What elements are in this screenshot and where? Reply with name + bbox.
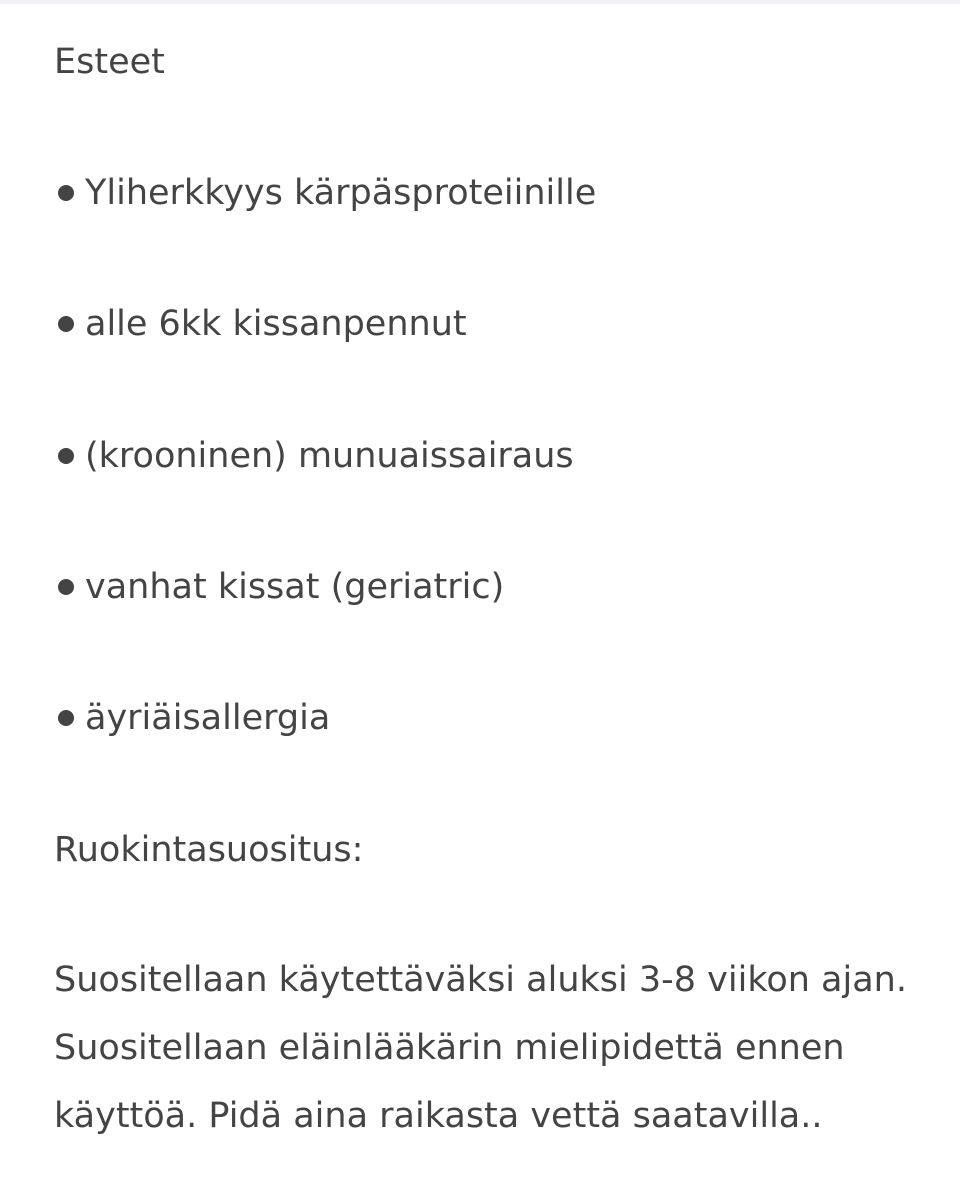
feeding-heading: Ruokintasuositus: — [54, 830, 364, 870]
list-item — [58, 563, 504, 611]
list-item — [58, 300, 467, 348]
bullet-icon — [58, 316, 74, 332]
bullet-icon — [58, 710, 74, 726]
list-item-label: alle 6kk kissanpennut — [85, 304, 467, 344]
bullet-icon — [58, 185, 74, 201]
bullet-icon — [58, 579, 74, 595]
list-item-label: vanhat kissat (geriatric) — [85, 567, 505, 607]
list-item-label: äyriäisallergia — [85, 698, 331, 738]
list-item-label: (krooninen) munuaissairaus — [85, 436, 574, 476]
feeding-line: Suositellaan käytettäväksi aluksi 3-8 viikon ajan. — [54, 960, 907, 1000]
feeding-line: käyttöä. Pidä aina raikasta vettä saatavilla.. — [54, 1096, 823, 1136]
feeding-paragraph — [54, 946, 934, 1150]
list-item — [58, 694, 330, 742]
list-item — [58, 169, 596, 217]
top-edge-divider — [0, 0, 960, 4]
list-item-label: Yliherkkyys kärpäsproteiinille — [85, 173, 597, 213]
contraindications-heading: Esteet — [54, 42, 165, 82]
bullet-icon — [58, 448, 74, 464]
feeding-line: Suositellaan eläinlääkärin mielipidettä ennen — [54, 1028, 845, 1068]
list-item — [58, 432, 574, 480]
